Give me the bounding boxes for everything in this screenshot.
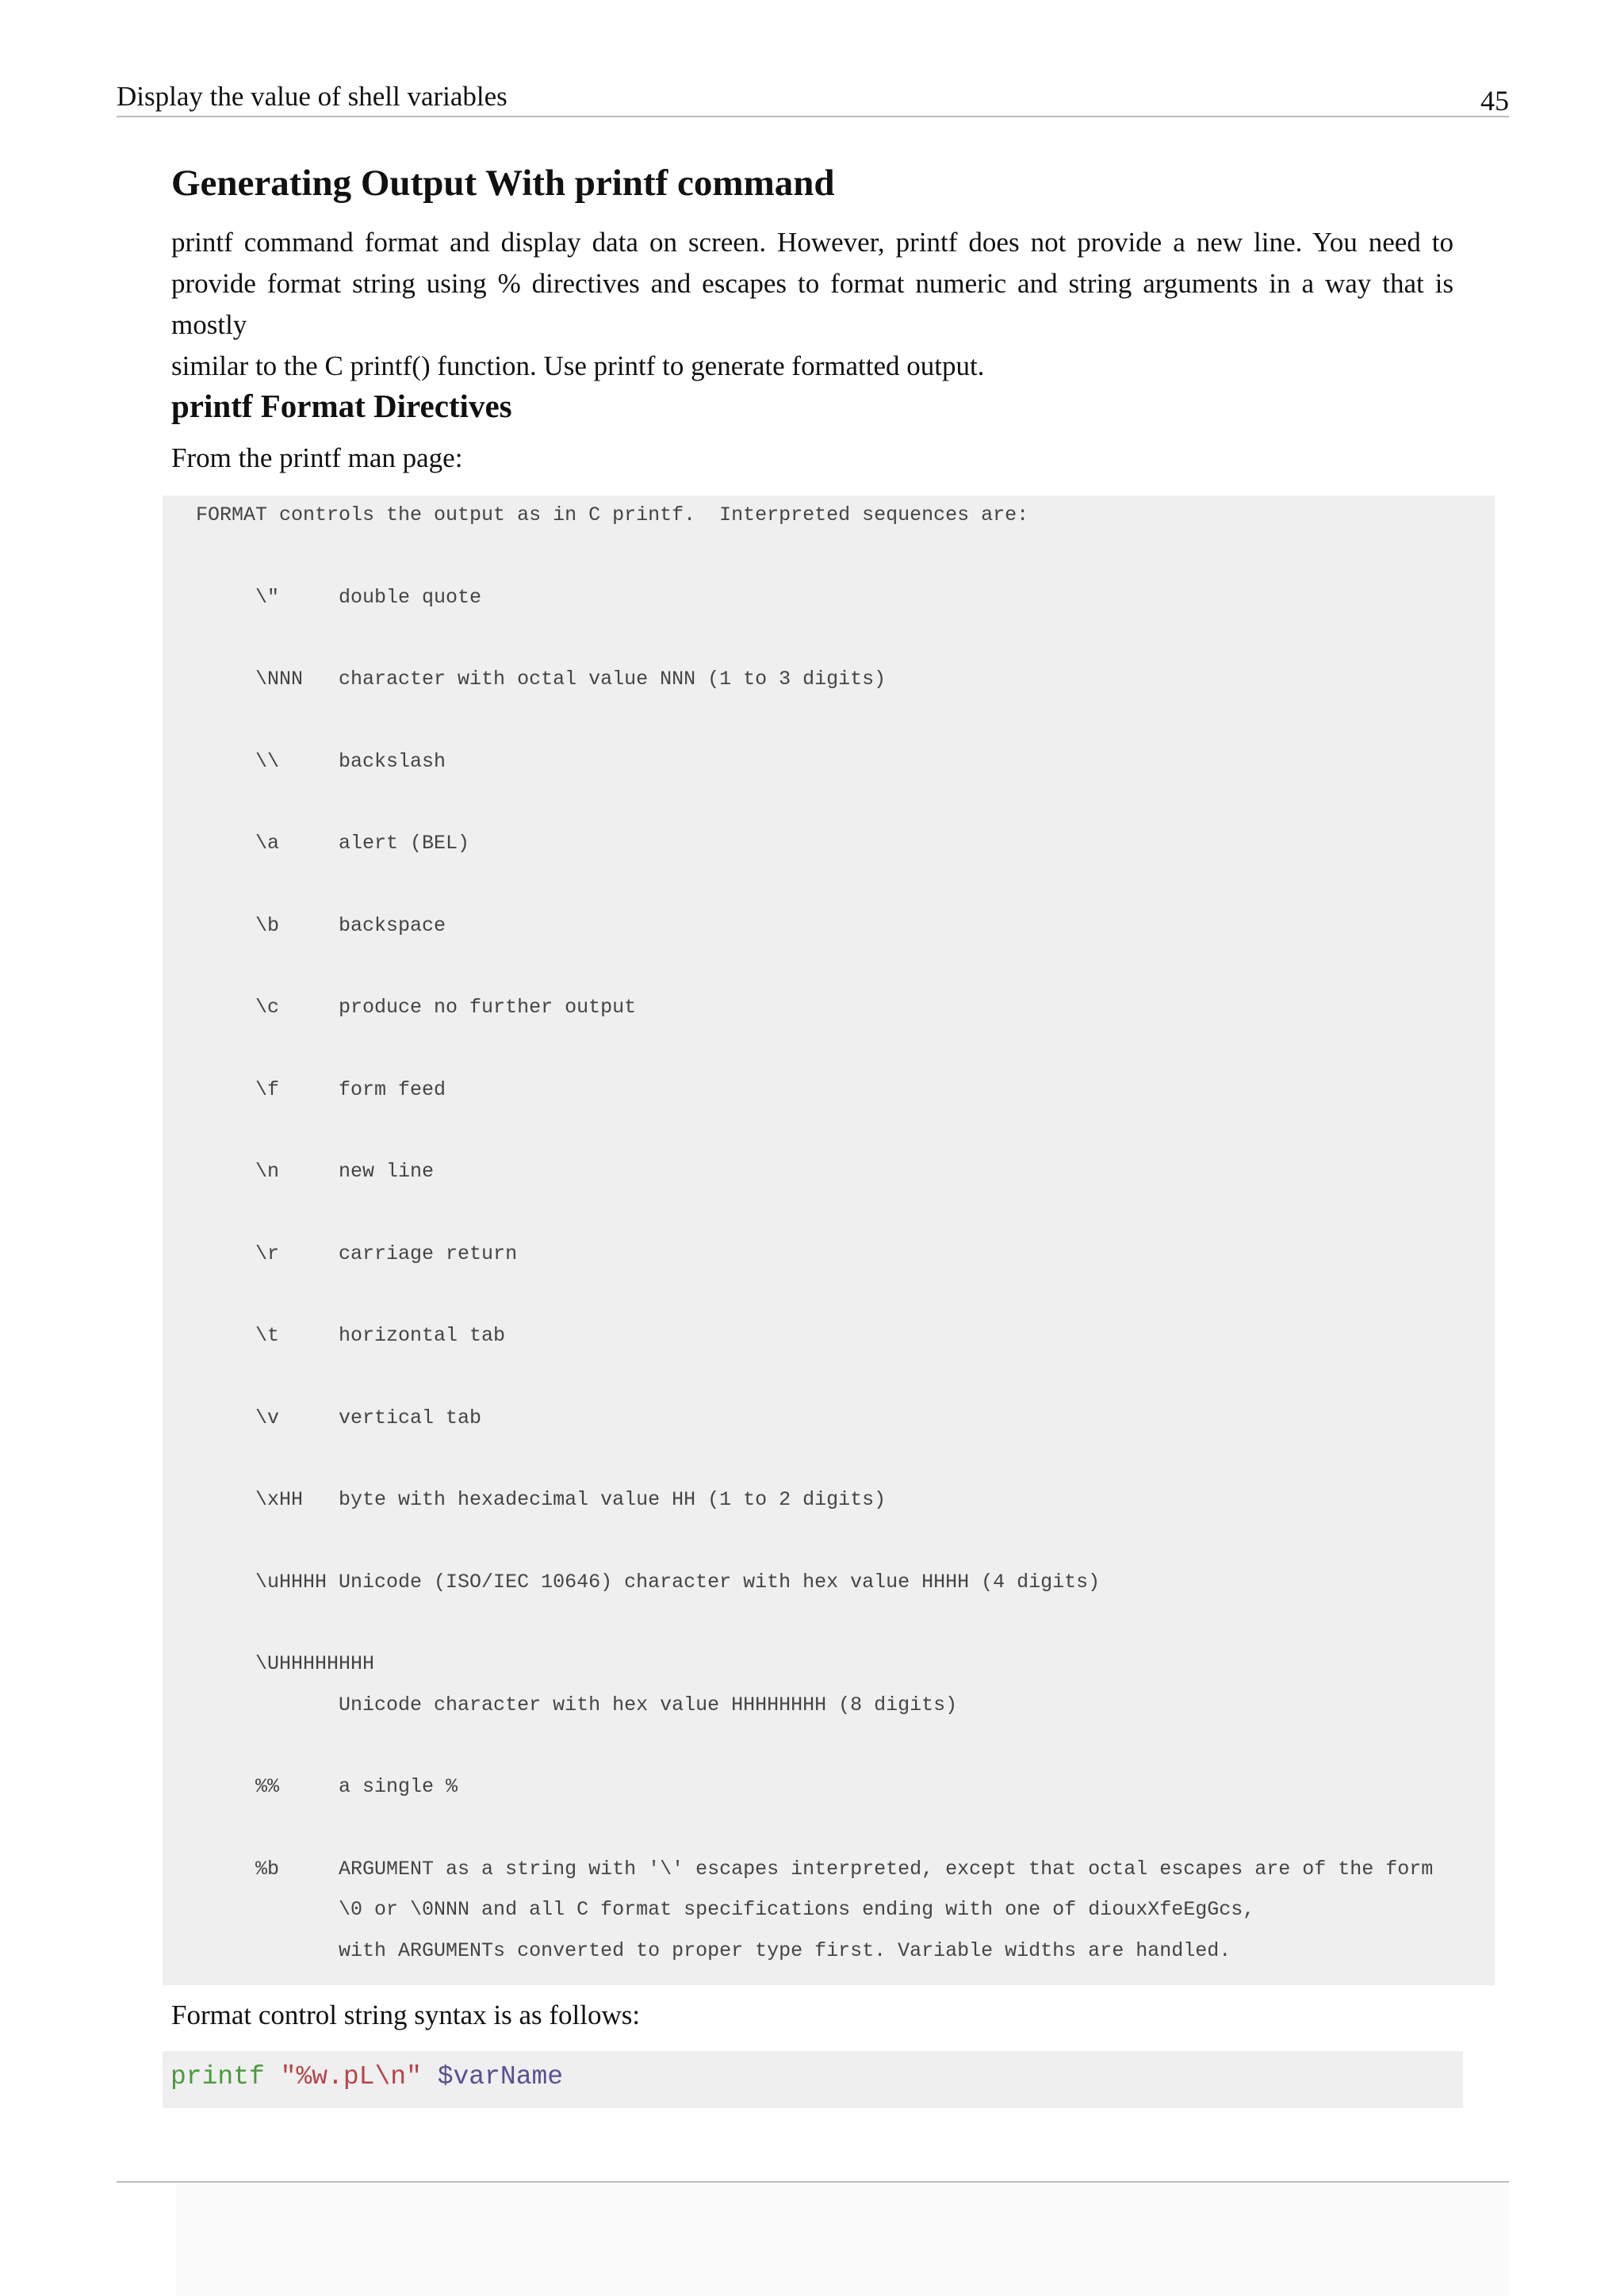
paragraph-line: printf command format and display data on screen. However, printf does not provide a new line. You need to bbox=[171, 227, 1454, 258]
syntax-intro: Format control string syntax is as follows: bbox=[171, 1999, 641, 2030]
code-line: \" double quote bbox=[196, 585, 482, 609]
code-line: \c produce no further output bbox=[196, 996, 637, 1019]
man-page-intro: From the printf man page: bbox=[171, 442, 463, 473]
intro-paragraph bbox=[171, 222, 1454, 387]
code-line: \v vertical tab bbox=[196, 1406, 482, 1429]
footer-area bbox=[176, 2183, 1509, 2296]
page-number: 45 bbox=[1480, 85, 1509, 117]
code-line: \a alert (BEL) bbox=[196, 832, 470, 855]
code-line: \f form feed bbox=[196, 1077, 446, 1101]
code-line: Unicode character with hex value HHHHHHHH (8 digits) bbox=[196, 1693, 958, 1716]
code-line: \uHHHH Unicode (ISO/IEC 10646) character with hex value HHHH (4 digits) bbox=[196, 1570, 1101, 1594]
snippet-command: printf bbox=[170, 2062, 265, 2091]
code-line: \b backspace bbox=[196, 913, 446, 937]
code-line: \r carriage return bbox=[196, 1242, 518, 1265]
code-line: \0 or \0NNN and all C format specifications ending with one of diouxXfeEgGcs, bbox=[196, 1898, 1255, 1921]
code-line: \n new line bbox=[196, 1160, 435, 1183]
code-line: \NNN character with octal value NNN (1 to 3 digits) bbox=[196, 668, 887, 691]
section-heading: Generating Output With printf command bbox=[171, 163, 835, 204]
code-line: \\ backslash bbox=[196, 749, 446, 773]
code-line: \UHHHHHHHH bbox=[196, 1652, 375, 1675]
code-line: %% a single % bbox=[196, 1775, 458, 1798]
code-line: \t horizontal tab bbox=[196, 1324, 506, 1347]
snippet-format-string: "%w.pL\n" bbox=[280, 2062, 422, 2091]
running-header bbox=[117, 78, 1509, 117]
code-line: with ARGUMENTs converted to proper type first. Variable widths are handled. bbox=[196, 1938, 1231, 1962]
subsection-heading: printf Format Directives bbox=[171, 388, 512, 424]
man-page-code-block bbox=[163, 496, 1495, 1985]
paragraph-line: similar to the C printf() function. Use printf to generate formatted output. bbox=[171, 350, 985, 381]
paragraph-line: provide format string using % directives and escapes to format numeric and string arguments in a way that is mostly bbox=[171, 268, 1454, 340]
snippet-code bbox=[170, 2062, 563, 2091]
running-header-title: Display the value of shell variables bbox=[117, 81, 508, 112]
code-line: FORMAT controls the output as in C printf. Interpreted sequences are: bbox=[196, 503, 1029, 526]
snippet-variable: $varName bbox=[437, 2062, 564, 2091]
code-line: %b ARGUMENT as a string with '\' escapes interpreted, except that octal escapes are of the form bbox=[196, 1857, 1434, 1881]
code-line: \xHH byte with hexadecimal value HH (1 to 2 digits) bbox=[196, 1488, 887, 1511]
printf-syntax-snippet bbox=[163, 2051, 1463, 2108]
